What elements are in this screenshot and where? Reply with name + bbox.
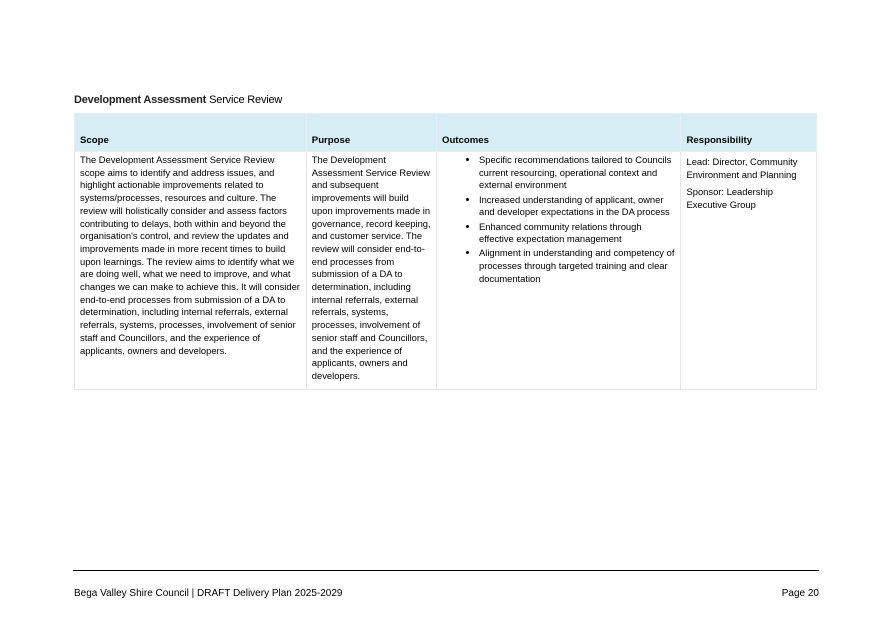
- purpose-cell: The Development Assessment Service Review and subsequent improvements will build upon improvements made in governance, record keeping, and customer service. The review will consider end-to-end processes from submission of a DA to determination, including internal referrals, external referrals, systems, processes, involvement of senior staff and Councillors, and the experience of applicants, owners and developers.: [306, 152, 436, 390]
- header-responsibility: Responsibility: [681, 114, 817, 152]
- responsibility-sponsor: Sponsor: Leadership Executive Group: [686, 186, 774, 211]
- responsibility-lead: Lead: Director, Community Environment and Planning: [686, 156, 798, 180]
- header-outcomes: Outcomes: [436, 114, 681, 152]
- table-row: [75, 152, 817, 390]
- table-header-row: [75, 114, 817, 152]
- outcomes-list: [442, 154, 676, 286]
- header-scope: Scope: [75, 114, 307, 152]
- responsibility-cell: [681, 152, 817, 390]
- header-purpose: Purpose: [306, 114, 436, 152]
- service-review-table: [74, 113, 817, 390]
- section-title-normal: Service Review: [209, 94, 283, 106]
- list-item: • Specific recommendations tailored to Councils current resourcing, operational context and external environment: [479, 154, 676, 192]
- scope-cell: The Development Assessment Service Review scope aims to identify and address issues, and highlight actionable improvements related to systems/processes, resources and culture. The review will holistically consider and assess factors contributing to delays, both within and beyond the organisation's control, and review the updates and improvements made in more recent times to build upon learnings. The review aims to identify what we are doing well, what we need to improve, and what changes we can make to achieve this. It will consider end-to-end processes from submission of a DA to determination, including internal referrals, external referrals, systems, processes, involvement of senior staff and Councillors, and the experience of applicants, owners and developers.: [75, 152, 307, 390]
- section-title-bold: Development Assessment: [74, 94, 207, 106]
- outcomes-cell: [436, 152, 681, 390]
- footer-divider: [73, 570, 819, 571]
- list-item: • Alignment in understanding and competency of processes through targeted training and clear documentation: [479, 247, 676, 285]
- list-item: • Enhanced community relations through effective expectation management: [479, 221, 676, 246]
- footer-document-title: Bega Valley Shire Council | DRAFT Delivery Plan 2025-2029: [74, 588, 343, 599]
- footer-page-number: Page 20: [781, 588, 819, 599]
- section-title: [74, 94, 282, 106]
- list-item: • Increased understanding of applicant, owner and developer expectations in the DA process: [479, 194, 676, 219]
